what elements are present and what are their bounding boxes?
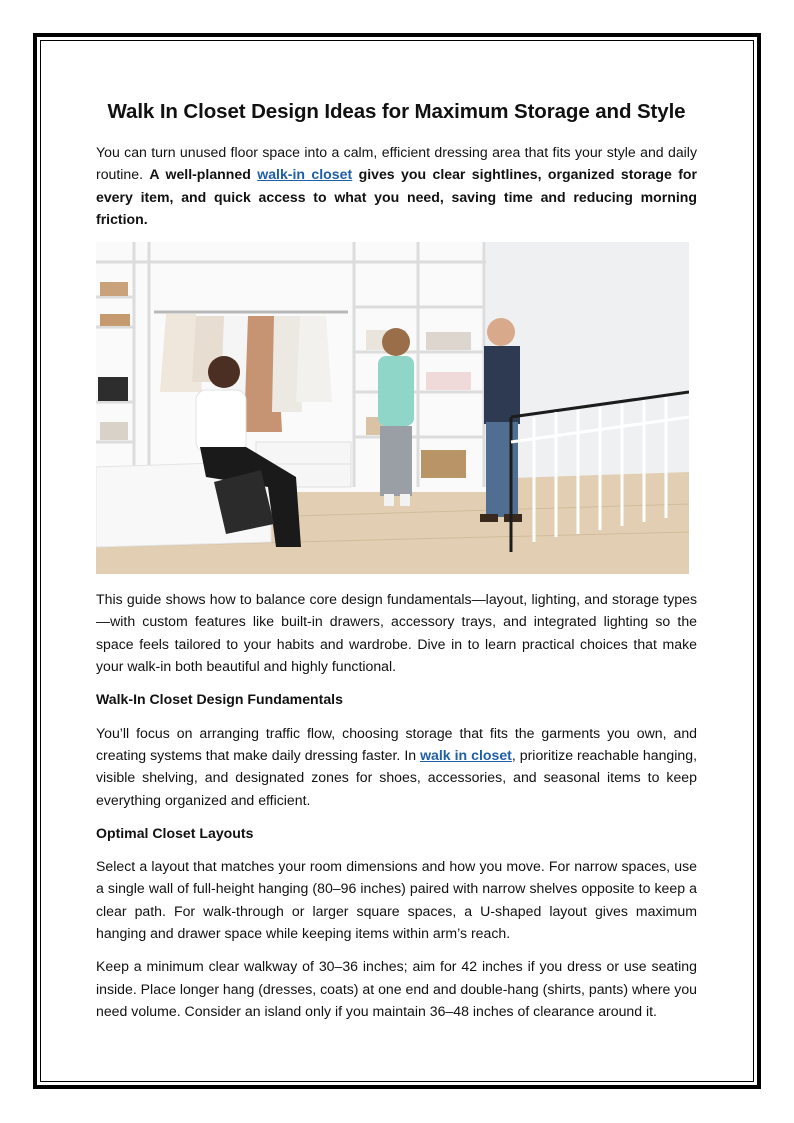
closet-photo (96, 242, 689, 574)
document-body (96, 98, 697, 1033)
intro-paragraph (96, 141, 697, 230)
page-title: Walk In Closet Design Ideas for Maximum Storage and Style (107, 100, 686, 123)
intro-bold (96, 166, 697, 227)
walkway-paragraph: Keep a minimum clear walkway of 30–36 inches; aim for 42 inches if you dress or use seating inside. Place longer hang (dresses, coats) at one end and double-hang (shirts, pants) where you need volume. Consider an island only if you maintain 36–48 inches of clearance around it. (96, 958, 697, 1019)
closet-photo-illustration (96, 242, 689, 574)
fundamentals-heading: Walk-In Closet Design Fundamentals (96, 691, 343, 708)
intro-bold-after: gives you clear sightlines, organized storage for every item, and quick access to what you need, saving time and reducing morning friction. (96, 166, 697, 227)
layouts-heading: Optimal Closet Layouts (96, 824, 254, 841)
intro-bold-before: A well-planned (149, 166, 258, 183)
fundamentals-text-before: You’ll focus on arranging traffic flow, choosing storage that fits the garments you own, and creating systems that make daily dressing faster. In (96, 724, 697, 763)
walk-in-closet-link[interactable]: walk-in closet (257, 166, 353, 183)
walk-in-closet-link-2[interactable]: walk in closet (420, 746, 512, 763)
fundamentals-text-after: , prioritize reachable hanging, visible shelving, and designated zones for shoes, accessories, and seasonal items to keep everything organized and efficient. (96, 746, 697, 808)
fundamentals-paragraph (96, 722, 697, 811)
guide-paragraph: This guide shows how to balance core design fundamentals—layout, lighting, and storage types—with custom features like built-in drawers, accessory trays, and integrated lighting so the space feels tailored to your habits and wardrobe. Dive in to learn practical choices that make your walk-in both beautiful and highly functional. (96, 591, 697, 675)
intro-text: You can turn unused floor space into a calm, efficient dressing area that fits your style and daily routine. (96, 144, 697, 183)
layouts-paragraph: Select a layout that matches your room dimensions and how you move. For narrow spaces, use a single wall of full-height hanging (80–96 inches) paired with narrow shelves opposite to keep a clear path. For walk-through or larger square spaces, a U-shaped layout gives maximum hanging and drawer space while keeping items within arm’s reach. (96, 858, 697, 942)
